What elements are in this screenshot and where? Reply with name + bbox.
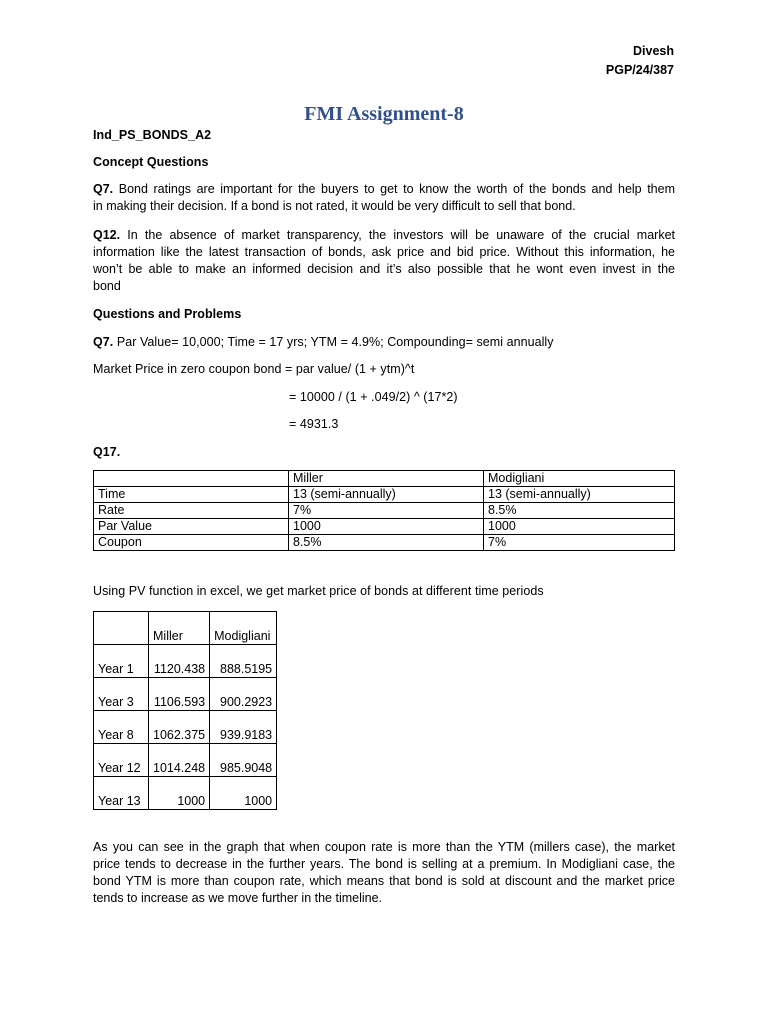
concept-q7-line: in making their decision. If a bond is not rated, it would be very difficult to sell that bond. — [93, 199, 576, 213]
table-row — [94, 678, 277, 711]
market-price-table — [93, 611, 277, 810]
table-header-cell: Miller — [149, 612, 210, 645]
concept-q7-line: Q7. Bond ratings are important for the buyers to get to know the worth of the bonds and help them — [93, 182, 675, 196]
table-row — [94, 744, 277, 777]
concept-q12-label: Q12. — [93, 228, 121, 242]
author-name: Divesh — [633, 44, 674, 58]
table-row — [94, 503, 675, 519]
problem-q7 — [93, 334, 554, 351]
doc-id: Ind_PS_BONDS_A2 — [93, 128, 212, 142]
table-header-cell: Miller — [289, 471, 484, 487]
table-cell: Year 12 — [94, 744, 149, 777]
conclusion-line: tends to increase as we move further in the timeline. — [93, 891, 383, 905]
table-cell: 985.9048 — [210, 744, 277, 777]
table-row — [94, 535, 675, 551]
table-cell: 7% — [289, 503, 484, 519]
table-header-cell — [94, 612, 149, 645]
concept-q7-label: Q7. — [93, 182, 114, 196]
table-cell: 1000 — [484, 519, 675, 535]
table-cell: 13 (semi-annually) — [289, 487, 484, 503]
table-row — [94, 519, 675, 535]
table-cell: 1000 — [289, 519, 484, 535]
table-cell: Time — [94, 487, 289, 503]
bond-parameters-table — [93, 470, 675, 551]
table-cell: 900.2923 — [210, 678, 277, 711]
problem-q7-label: Q7. — [93, 335, 114, 349]
table-cell: 888.5195 — [210, 645, 277, 678]
q17-label: Q17. — [93, 445, 121, 459]
author-block — [606, 42, 674, 80]
concept-q12-line: information like the latest transaction of bonds, ask price and bid price. Without this information, he — [93, 245, 675, 259]
page-title: FMI Assignment-8 — [304, 103, 464, 125]
concept-q12 — [93, 227, 675, 295]
calc-step-2: = 4931.3 — [289, 417, 339, 431]
author-roll: PGP/24/387 — [605, 63, 674, 77]
calc-step-1: = 10000 / (1 + .049/2) ^ (17*2) — [289, 390, 458, 404]
problems-heading: Questions and Problems — [93, 307, 242, 321]
table-cell: 1120.438 — [149, 645, 210, 678]
table-cell: 8.5% — [484, 503, 675, 519]
table-header-cell — [94, 471, 289, 487]
pv-intro-text: Using PV function in excel, we get market price of bonds at different time periods — [93, 584, 544, 598]
concept-q12-line: won’t be able to make an informed decision and it’s also possible that he wont even invest in the — [93, 262, 675, 276]
table-row — [94, 711, 277, 744]
concept-heading: Concept Questions — [93, 155, 209, 169]
table-cell: Year 1 — [94, 645, 149, 678]
table-cell: 939.9183 — [210, 711, 277, 744]
table-cell: Year 3 — [94, 678, 149, 711]
table-header-row — [94, 471, 675, 487]
table-cell: 1062.375 — [149, 711, 210, 744]
table-cell: 7% — [484, 535, 675, 551]
table-cell: 13 (semi-annually) — [484, 487, 675, 503]
conclusion-line: As you can see in the graph that when coupon rate is more than the YTM (millers case), the market — [93, 840, 675, 854]
table-header-row — [94, 612, 277, 645]
conclusion-line: bond YTM is more than coupon rate, which means that bond is sold at discount and the market price — [93, 874, 675, 888]
table-cell: Year 13 — [94, 777, 149, 810]
table-cell: 1014.248 — [149, 744, 210, 777]
table-header-cell: Modigliani — [210, 612, 277, 645]
table-cell: 1000 — [149, 777, 210, 810]
table-cell: Coupon — [94, 535, 289, 551]
table-row — [94, 645, 277, 678]
table-row — [94, 777, 277, 810]
table-cell: Year 8 — [94, 711, 149, 744]
concept-q12-line: bond — [93, 279, 121, 293]
problem-q7-text: Par Value= 10,000; Time = 17 yrs; YTM = 4.9%; Compounding= semi annually — [113, 335, 554, 349]
table-header-cell: Modigliani — [484, 471, 675, 487]
conclusion-line: price tends to decrease in the further years. The bond is selling at a premium. In Modigliani case, the — [93, 857, 675, 871]
conclusion-paragraph — [93, 839, 675, 907]
concept-q12-line: Q12. In the absence of market transparency, the investors will be unaware of the crucial market — [93, 228, 675, 242]
table-row — [94, 487, 675, 503]
table-cell: Par Value — [94, 519, 289, 535]
concept-q7 — [93, 181, 675, 215]
table-cell: 1106.593 — [149, 678, 210, 711]
table-cell: 1000 — [210, 777, 277, 810]
formula-text: Market Price in zero coupon bond = par value/ (1 + ytm)^t — [93, 362, 415, 376]
table-cell: Rate — [94, 503, 289, 519]
table-cell: 8.5% — [289, 535, 484, 551]
